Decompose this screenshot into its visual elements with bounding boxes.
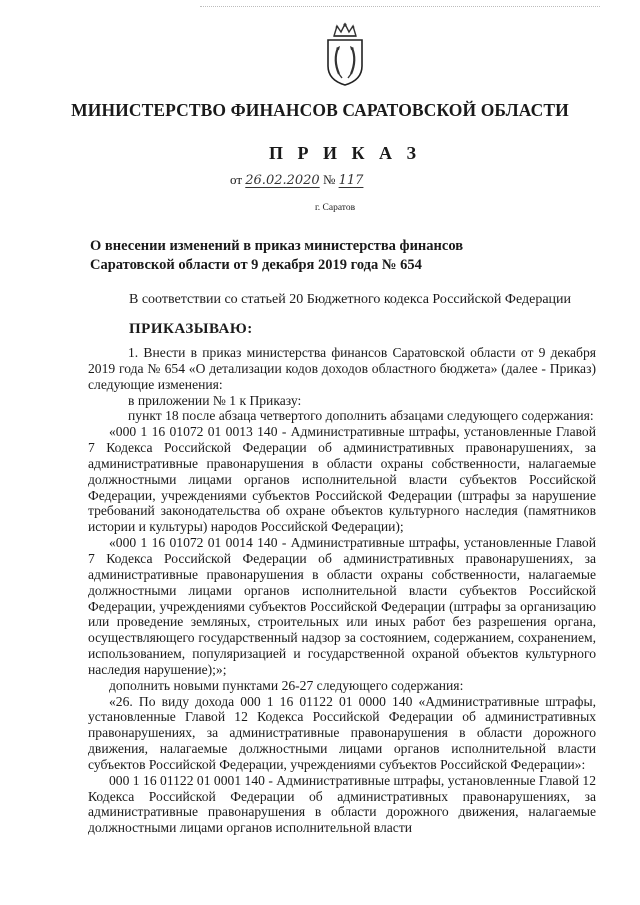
handwritten-date: 26.02.2020 xyxy=(245,173,320,188)
body-paragraph: 1. Внести в приказ министерства финансов Саратовской области от 9 декабря 2019 года № 654 «О детализации кодов доходов областного бюджета» (далее - Приказ) следующие изменения: xyxy=(88,345,596,392)
order-directive: ПРИКАЗЫВАЮ: xyxy=(129,321,253,337)
order-body xyxy=(88,345,596,836)
body-paragraph: «26. По виду дохода 000 1 16 01122 01 0000 140 «Административные штрафы, установленные Главой 12 Кодекса Российской Федерации об административных правонарушениях, за административные правонарушения в области дорожного движения, налагаемые должностными лицами органов исполнительной власти субъектов Российской Федерации, учреждениями субъектов Российской Федерации»: xyxy=(88,693,596,772)
handwritten-number: 117 xyxy=(338,173,364,188)
ministry-name: МИНИСТЕРСТВО ФИНАНСОВ САРАТОВСКОЙ ОБЛАСТИ xyxy=(71,100,569,120)
subject-line: Саратовской области от 9 декабря 2019 года № 654 xyxy=(90,257,422,273)
saratov-coat-of-arms-icon xyxy=(320,22,370,88)
body-paragraph: «000 1 16 01072 01 0014 140 - Административные штрафы, установленные Главой 7 Кодекса Российской Федерации об административных правонарушениях, за административные правонарушения в области охраны собственности, налагаемые должностными лицами органов исполнительной власти субъектов Российской Федерации, учреждениями субъектов Российской Федерации (штрафы за организацию или проведение земляных, строительных или иных работ без разрешения органа, осуществляющего государственный надзор за состоянием, содержанием, сохранением, использованием, популяризацией и государственной охраной объектов культурного наследия нарушение);»; xyxy=(88,535,596,677)
date-number-line xyxy=(230,172,363,188)
number-prefix: № xyxy=(322,172,336,187)
body-paragraph: дополнить новыми пунктами 26-27 следующего содержания: xyxy=(109,677,464,693)
body-paragraph: «000 1 16 01072 01 0013 140 - Административные штрафы, установленные Главой 7 Кодекса Российской Федерации об административных правонарушениях, за административные правонарушения в области охраны собственности, налагаемые должностными лицами органов исполнительной власти субъектов Российской Федерации, учреждениями субъектов Российской Федерации (штрафы за нарушение требований законодательства об охране объектов культурного наследия (памятников истории и культуры) народов Российской Федерации); xyxy=(88,424,596,535)
order-subject xyxy=(90,237,463,275)
body-paragraph: 000 1 16 01122 01 0001 140 - Административные штрафы, установленные Главой 12 Кодекса Российской Федерации об административных правонарушениях, за административные правонарушения в области дорожного движения, налагаемые должностными лицами органов исполнительной власти xyxy=(88,772,596,836)
city-label: г. Саратов xyxy=(314,203,356,213)
preamble: В соответствии со статьей 20 Бюджетного кодекса Российской Федерации xyxy=(129,292,572,307)
date-prefix: от xyxy=(230,172,243,187)
subject-line: О внесении изменений в приказ министерства финансов xyxy=(90,238,464,254)
document-type-title: П Р И К А З xyxy=(268,143,422,163)
body-paragraph: в приложении № 1 к Приказу: xyxy=(128,392,302,408)
body-paragraph: пункт 18 после абзаца четвертого дополнить абзацами следующего содержания: xyxy=(128,408,594,424)
scan-edge-line xyxy=(200,6,600,8)
